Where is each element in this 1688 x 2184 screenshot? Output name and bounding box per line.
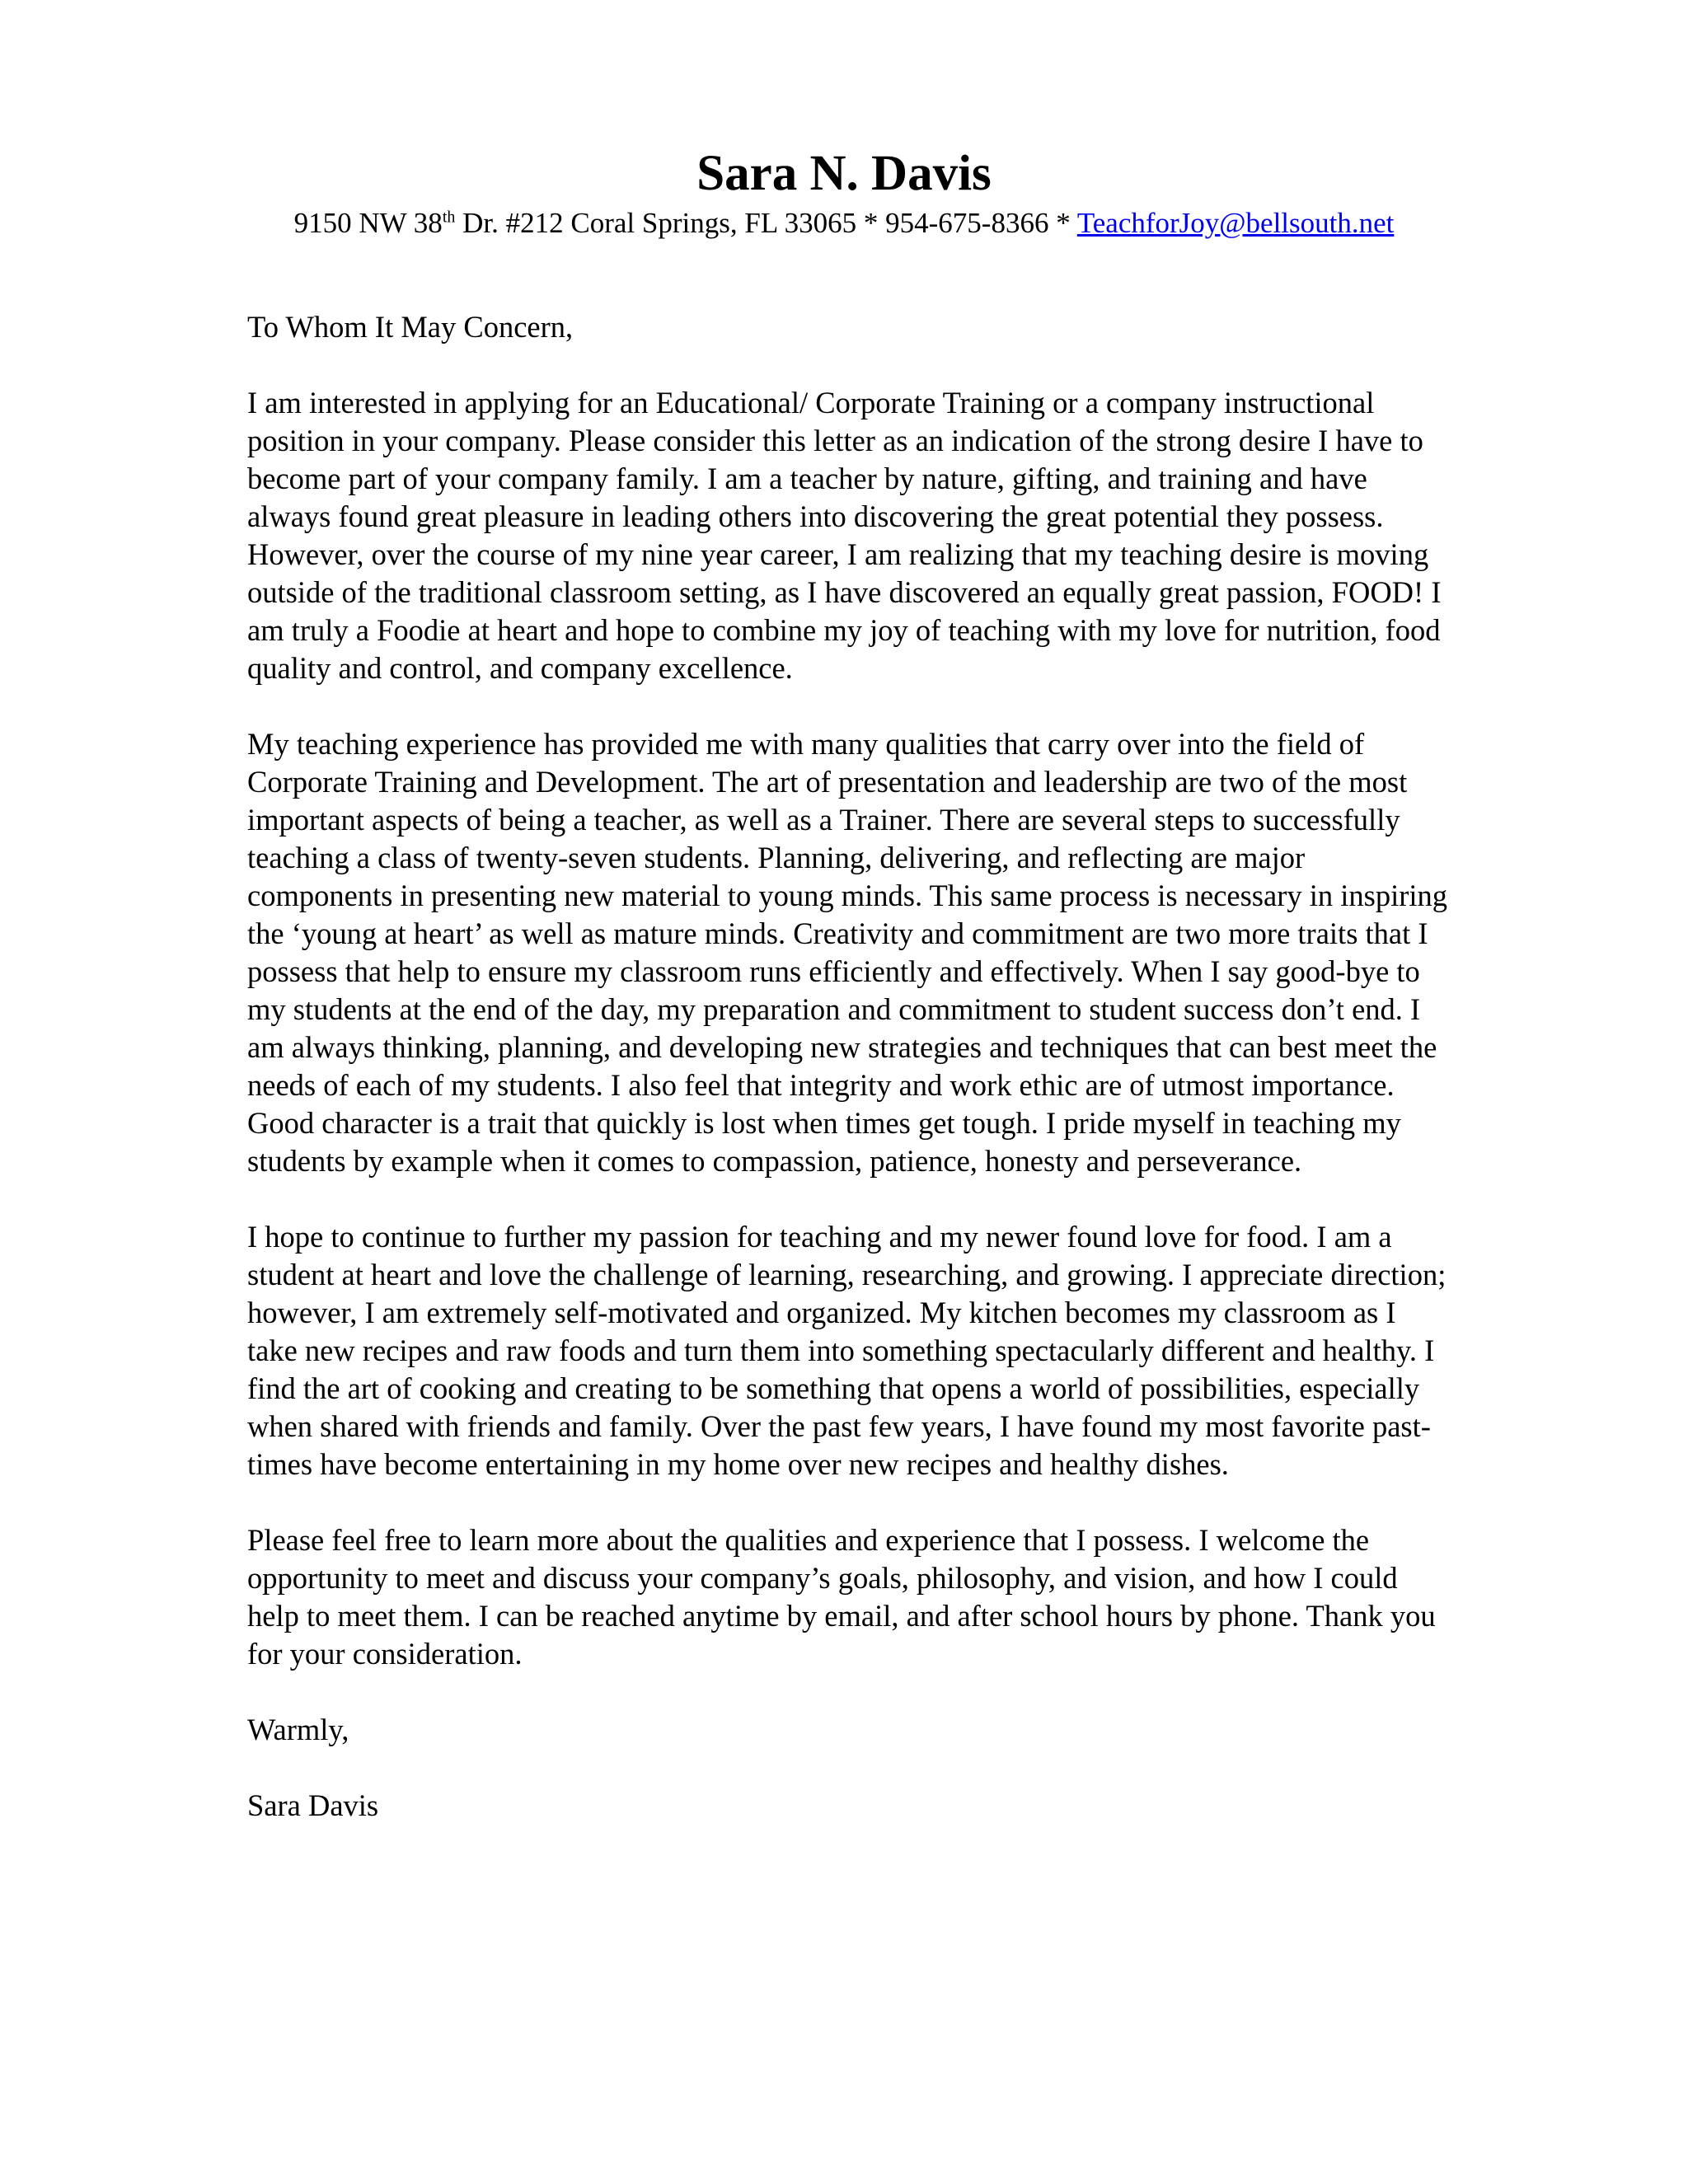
- sender-name: Sara N. Davis: [696, 146, 992, 201]
- address-ordinal-suffix: th: [442, 208, 456, 227]
- address-part-1: 9150 NW 38: [293, 207, 443, 239]
- paragraph-4: Please feel free to learn more about the qualities and experience that I possess. I welcome the opportunity to meet and discuss your company’s goals, philosophy, and vision, and how I could help to meet them. I can be reached anytime by email, and after school hours by phone. Thank you for your consideration.: [247, 1523, 1436, 1671]
- paragraph-3: I hope to continue to further my passion for teaching and my newer found love for food. I am a student at heart and love the challenge of learning, researching, and growing. I appreciate direction; however, I am extremely self-motivated and organized. My kitchen becomes my classroom as I take new recipes and raw foods and turn them into something spectacularly different and healthy. I find the art of cooking and creating to be something that opens a world of possibilities, especially when shared with friends and family. Over the past few years, I have found my most favorite past-times have become entertaining in my home over new recipes and healthy dishes.: [247, 1220, 1447, 1481]
- paragraph-1: I am interested in applying for an Educational/ Corporate Training or a company instructional position in your company. Please consider this letter as an indication of the strong desire I have to become part of your company family. I am a teacher by nature, gifting, and training and have always found great pleasure in leading others into discovering the great potential they possess. However, over the course of my nine year career, I am realizing that my teaching desire is moving outside of the traditional classroom setting, as I have discovered an equally great passion, FOOD! I am truly a Foodie at heart and hope to combine my joy of teaching with my love for nutrition, food quality and control, and company excellence.: [247, 386, 1442, 685]
- contact-line: [0, 204, 1688, 243]
- email-link[interactable]: TeachforJoy@bellsouth.net: [1076, 207, 1395, 239]
- letter-body: [247, 308, 1451, 1863]
- letterhead: [0, 144, 1688, 243]
- salutation: To Whom It May Concern,: [247, 310, 574, 344]
- closing: Warmly,: [247, 1713, 349, 1746]
- signature: Sara Davis: [247, 1788, 379, 1822]
- paragraph-2: My teaching experience has provided me with many qualities that carry over into the field of Corporate Training and Development. The art of presentation and leadership are two of the most important aspects of being a teacher, as well as a Trainer. There are several steps to successfully teaching a class of twenty-seven students. Planning, delivering, and reflecting are major components in presenting new material to young minds. This same process is necessary in inspiring the ‘young at heart’ as well as mature minds. Creativity and commitment are two more traits that I possess that help to ensure my classroom runs efficiently and effectively. When I say good-bye to my students at the end of the day, my preparation and commitment to student success don’t end. I am always thinking, planning, and developing new strategies and techniques that can best meet the needs of each of my students. I also feel that integrity and work ethic are of utmost importance. Good character is a trait that quickly is lost when times get tough. I pride myself in teaching my students by example when it comes to compassion, patience, honesty and perseverance.: [247, 727, 1448, 1178]
- address-part-2: Dr. #212 Coral Springs, FL 33065 * 954-675-8366 *: [455, 207, 1077, 239]
